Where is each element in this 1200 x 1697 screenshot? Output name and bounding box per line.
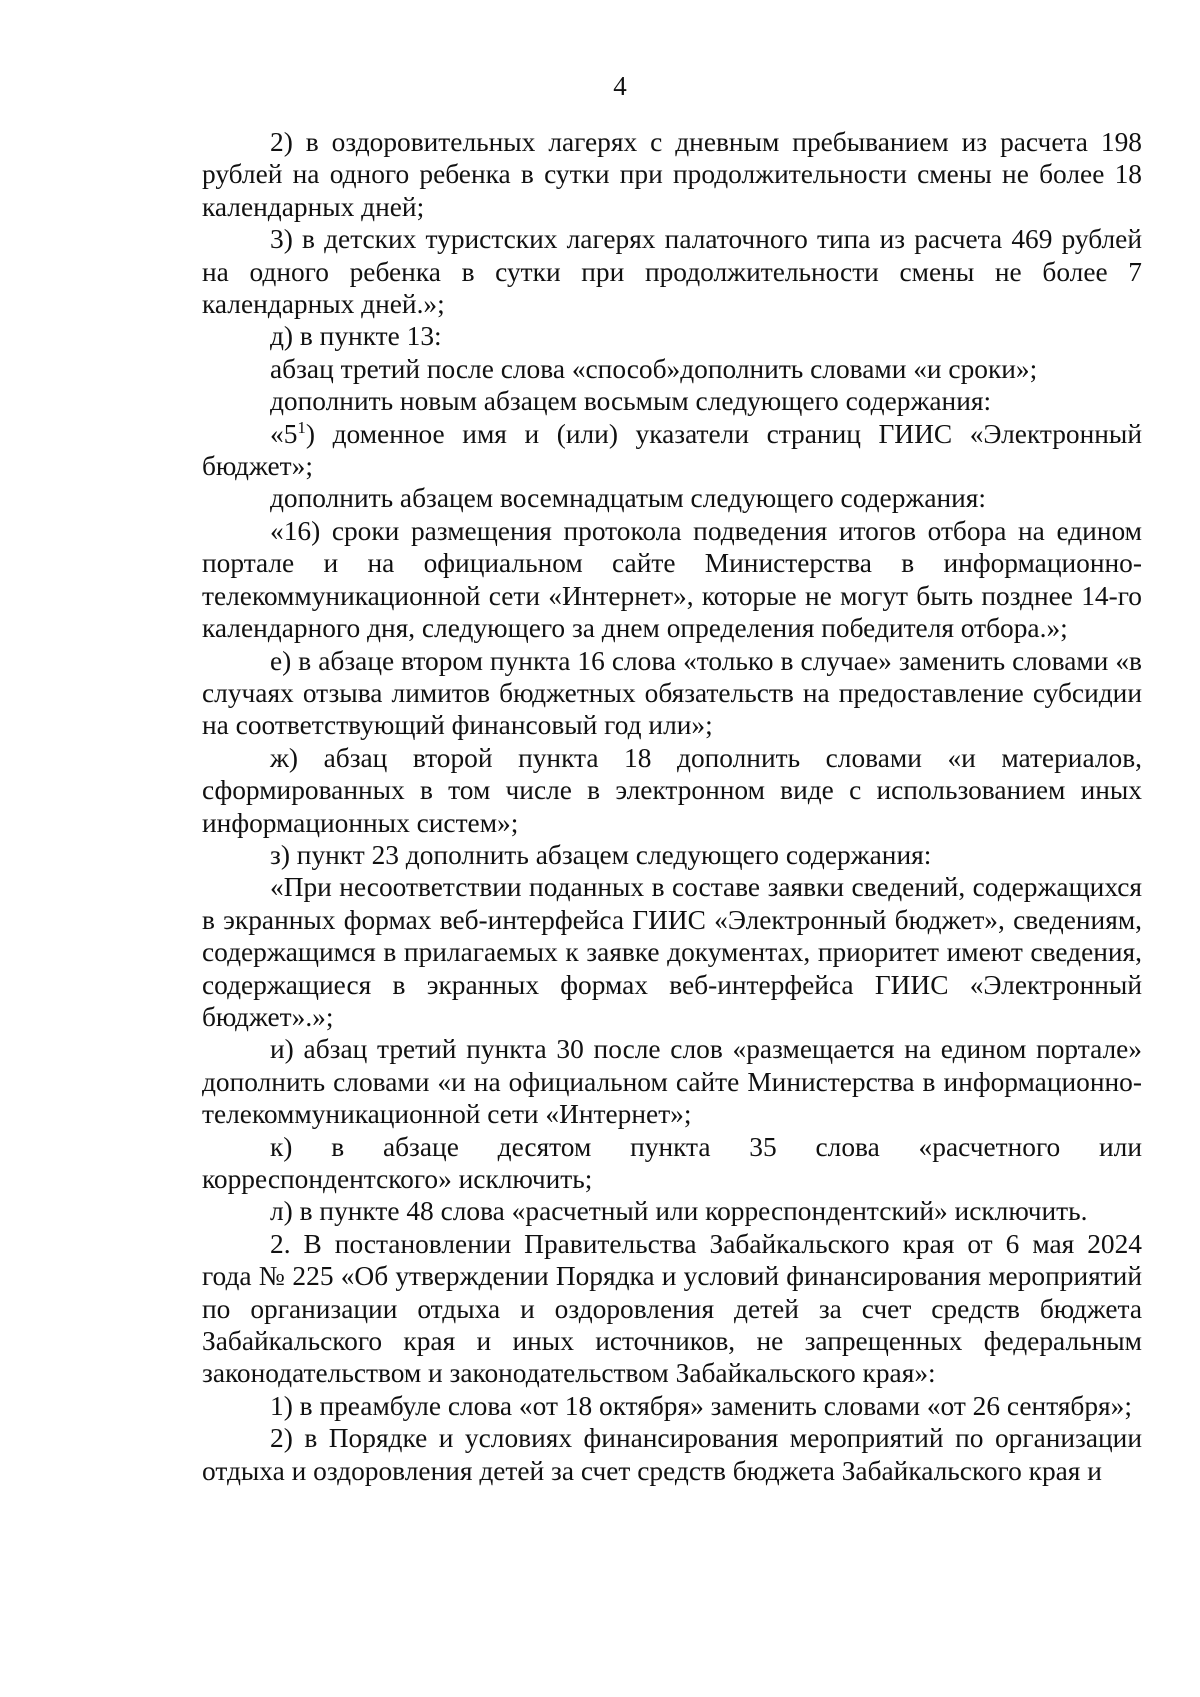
- paragraph-4: абзац третий после слова «способ»дополнить словами «и сроки»;: [270, 353, 1038, 384]
- paragraph-7: дополнить абзацем восемнадцатым следующего содержания:: [270, 483, 987, 514]
- paragraph-10: ж) абзац второй пункта 18 дополнить словами «и материалов, сформированных в том числе в электронном виде с использованием иных информационных систем»;: [202, 742, 1142, 838]
- paragraph-18: 2) в Порядке и условиях финансирования мероприятий по организации отдыха и оздоровления детей за счет средств бюджета Забайкальского края и: [202, 1423, 1142, 1486]
- paragraph-15: л) в пункте 48 слова «расчетный или корреспондентский» исключить.: [270, 1196, 1088, 1227]
- document-body: [202, 126, 1142, 1487]
- paragraph-9: е) в абзаце втором пункта 16 слова «только в случае» заменить словами «в случаях отзыва лимитов бюджетных обязательств на предоставление субсидии на соответствующий финансовый год или»;: [202, 645, 1142, 741]
- paragraph-6-prefix: «5: [270, 418, 298, 449]
- paragraph-3: д) в пункте 13:: [270, 321, 442, 352]
- paragraph-14: к) в абзаце десятом пункта 35 слова «расчетного или корреспондентского» исключить;: [202, 1131, 1142, 1194]
- paragraph-12: «При несоответствии поданных в составе заявки сведений, содержащихся в экранных формах веб-интерфейса ГИИС «Электронный бюджет», сведениям, содержащимся в прилагаемых к заявке документах, приоритет имеют сведения, содержащиеся в экранных формах веб-интерфейса ГИИС «Электронный бюджет».»;: [202, 872, 1142, 1032]
- paragraph-13: и) абзац третий пункта 30 после слов «размещается на едином портале» дополнить словами «и на официальном сайте Министерства в информационно-телекоммуникационной сети «Интернет»;: [202, 1034, 1142, 1130]
- paragraph-6-superscript: 1: [297, 417, 306, 437]
- paragraph-1: 2) в оздоровительных лагерях с дневным пребыванием из расчета 198 рублей на одного ребенка в сутки при продолжительности смены не более 18 календарных дней;: [202, 127, 1142, 222]
- page-number: 4: [613, 71, 627, 101]
- paragraph-6-text: доменное имя и (или) указатели страниц ГИИС «Электронный бюджет»;: [202, 418, 1142, 482]
- paragraph-6: [202, 418, 1142, 483]
- paragraph-11: з) пункт 23 дополнить абзацем следующего содержания:: [270, 839, 932, 870]
- paragraph-17: 1) в преамбуле слова «от 18 октября» заменить словами «от 26 сентября»;: [270, 1390, 1132, 1421]
- paragraph-8: «16) сроки размещения протокола подведения итогов отбора на едином портале и на официальном сайте Министерства в информационно-телекоммуникационной сети «Интернет», которые не могут быть позднее 14-го календарного дня, следующего за днем определения победителя отбора.»;: [202, 515, 1142, 644]
- paragraph-2: 3) в детских туристских лагерях палаточного типа из расчета 469 рублей на одного ребенка в сутки при продолжительности смены не более 7 календарных дней.»;: [202, 224, 1142, 320]
- paragraph-5: дополнить новым абзацем восьмым следующего содержания:: [270, 386, 992, 417]
- paragraph-16: 2. В постановлении Правительства Забайкальского края от 6 мая 2024 года № 225 «Об утверждении Порядка и условий финансирования мероприятий по организации отдыха и оздоровления детей за счет средств бюджета Забайкальского края и иных источников, не запрещенных федеральным законодательством и законодательством Забайкальского края»:: [202, 1228, 1142, 1389]
- paragraph-6-paren: ): [305, 418, 316, 449]
